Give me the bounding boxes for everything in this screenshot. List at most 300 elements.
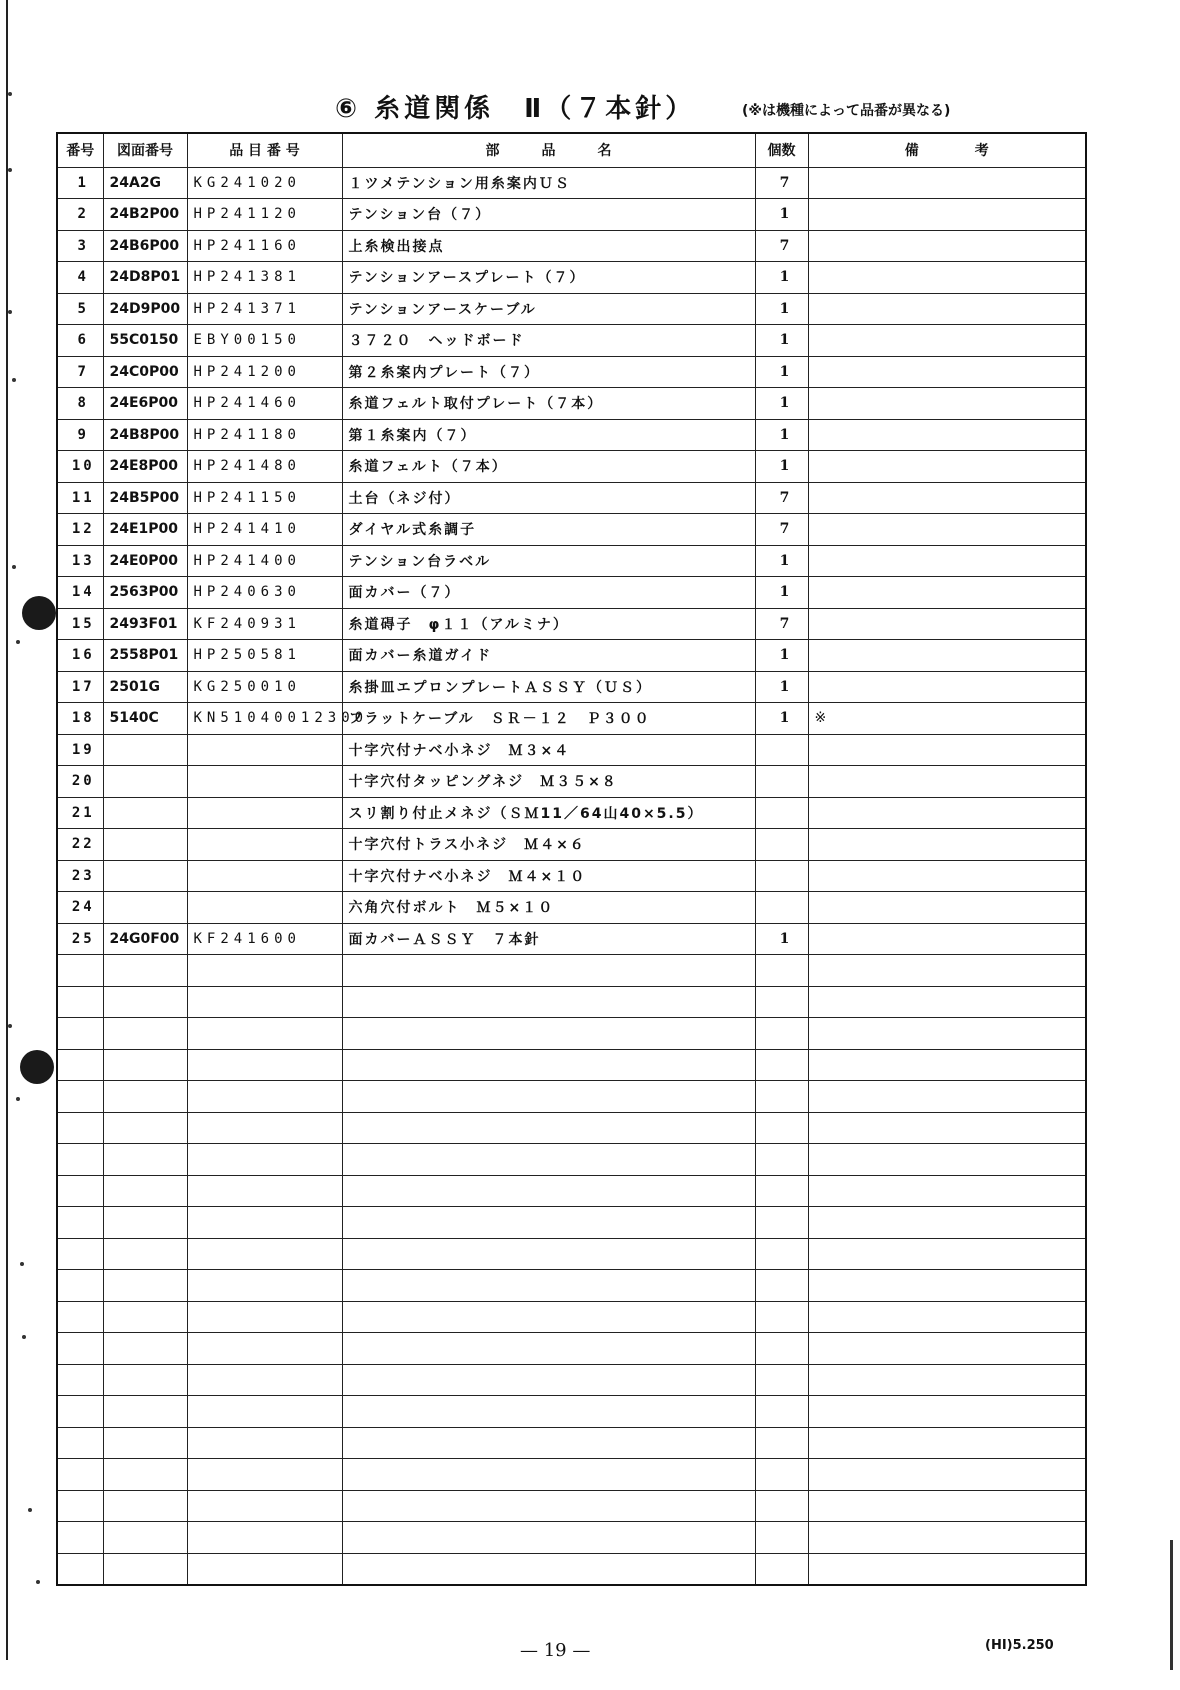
part-name: 糸掛皿エプロンプレートＡＳＳＹ（ＵＳ）	[342, 671, 755, 703]
empty-cell	[57, 1018, 103, 1050]
table-row	[57, 860, 1086, 892]
quantity: 7	[755, 482, 808, 514]
part-number: EBY00150	[187, 325, 342, 357]
header-name: 部 品 名	[342, 133, 755, 167]
row-number: 6	[57, 325, 103, 357]
empty-cell	[187, 1018, 342, 1050]
remarks	[808, 262, 1086, 294]
scan-speck	[8, 1024, 12, 1028]
part-name: 糸道フェルト（７本）	[342, 451, 755, 483]
empty-row	[57, 1270, 1086, 1302]
drawing-number	[103, 829, 187, 861]
empty-cell	[808, 1144, 1086, 1176]
scan-speck	[12, 378, 16, 382]
empty-cell	[57, 1238, 103, 1270]
empty-cell	[342, 1144, 755, 1176]
row-number: 10	[57, 451, 103, 483]
empty-cell	[187, 986, 342, 1018]
table-row	[57, 640, 1086, 672]
quantity	[755, 860, 808, 892]
scan-speck	[28, 1508, 32, 1512]
drawing-number: 24B8P00	[103, 419, 187, 451]
table-header-row	[57, 133, 1086, 167]
remarks	[808, 514, 1086, 546]
empty-cell	[57, 1364, 103, 1396]
quantity: 1	[755, 923, 808, 955]
empty-cell	[755, 1427, 808, 1459]
table-row	[57, 199, 1086, 231]
empty-row	[57, 1301, 1086, 1333]
empty-cell	[755, 1207, 808, 1239]
part-number: HP241410	[187, 514, 342, 546]
quantity: 1	[755, 388, 808, 420]
row-number: 12	[57, 514, 103, 546]
empty-cell	[187, 1459, 342, 1491]
empty-cell	[103, 1364, 187, 1396]
empty-row	[57, 1207, 1086, 1239]
empty-cell	[57, 1144, 103, 1176]
quantity: 1	[755, 703, 808, 735]
empty-cell	[187, 1049, 342, 1081]
empty-cell	[57, 1270, 103, 1302]
row-number: 9	[57, 419, 103, 451]
empty-row	[57, 1238, 1086, 1270]
empty-cell	[103, 1049, 187, 1081]
empty-cell	[187, 1490, 342, 1522]
part-number: HP241160	[187, 230, 342, 262]
drawing-number: 24B6P00	[103, 230, 187, 262]
part-name: 面カバー糸道ガイド	[342, 640, 755, 672]
part-number: HP241460	[187, 388, 342, 420]
remarks	[808, 577, 1086, 609]
punch-hole	[20, 1050, 54, 1084]
row-number: 8	[57, 388, 103, 420]
table-row	[57, 923, 1086, 955]
row-number: 15	[57, 608, 103, 640]
empty-cell	[103, 955, 187, 987]
empty-cell	[808, 1207, 1086, 1239]
empty-cell	[187, 1081, 342, 1113]
part-number	[187, 860, 342, 892]
drawing-number: 24E8P00	[103, 451, 187, 483]
empty-cell	[57, 1049, 103, 1081]
drawing-number	[103, 734, 187, 766]
empty-cell	[342, 1238, 755, 1270]
part-name: 糸道碍子 φ１１（アルミナ）	[342, 608, 755, 640]
table-row	[57, 545, 1086, 577]
quantity: 1	[755, 545, 808, 577]
empty-cell	[342, 1270, 755, 1302]
empty-cell	[103, 1238, 187, 1270]
empty-cell	[755, 1490, 808, 1522]
empty-cell	[808, 1459, 1086, 1491]
empty-cell	[755, 986, 808, 1018]
quantity: 7	[755, 514, 808, 546]
empty-cell	[57, 1490, 103, 1522]
table-row	[57, 325, 1086, 357]
empty-cell	[57, 955, 103, 987]
quantity: 1	[755, 199, 808, 231]
header-part-no: 品 目 番 号	[187, 133, 342, 167]
table-row	[57, 829, 1086, 861]
empty-cell	[187, 1396, 342, 1428]
part-number: HP240630	[187, 577, 342, 609]
empty-cell	[808, 1270, 1086, 1302]
empty-cell	[103, 986, 187, 1018]
parts-table	[56, 132, 1087, 1586]
scan-speck	[8, 310, 12, 314]
table-row	[57, 419, 1086, 451]
empty-cell	[103, 1081, 187, 1113]
quantity: 1	[755, 640, 808, 672]
empty-cell	[187, 1553, 342, 1585]
table-row	[57, 577, 1086, 609]
empty-cell	[187, 1270, 342, 1302]
remarks	[808, 230, 1086, 262]
empty-cell	[57, 1522, 103, 1554]
quantity	[755, 797, 808, 829]
empty-cell	[755, 1144, 808, 1176]
empty-row	[57, 1144, 1086, 1176]
drawing-number: 24A2G	[103, 167, 187, 199]
empty-cell	[342, 1427, 755, 1459]
scan-speck	[16, 640, 20, 644]
empty-cell	[187, 1427, 342, 1459]
remarks	[808, 545, 1086, 577]
part-number: KF241600	[187, 923, 342, 955]
empty-row	[57, 1459, 1086, 1491]
empty-cell	[755, 1553, 808, 1585]
remarks	[808, 419, 1086, 451]
empty-cell	[808, 1522, 1086, 1554]
empty-cell	[808, 1427, 1086, 1459]
empty-cell	[103, 1301, 187, 1333]
part-name: 十字穴付ナベ小ネジ Ｍ４×１０	[342, 860, 755, 892]
drawing-number	[103, 797, 187, 829]
empty-row	[57, 1175, 1086, 1207]
remarks	[808, 829, 1086, 861]
remarks	[808, 923, 1086, 955]
title-note: (※は機種によって品番が異なる)	[742, 103, 951, 119]
table-row	[57, 608, 1086, 640]
table-row	[57, 703, 1086, 735]
left-binding-rule	[6, 0, 8, 1660]
part-name: 糸道フェルト取付プレート（７本）	[342, 388, 755, 420]
quantity: 1	[755, 356, 808, 388]
part-name: ３７２０ ヘッドボード	[342, 325, 755, 357]
part-number	[187, 766, 342, 798]
empty-cell	[755, 1018, 808, 1050]
empty-cell	[342, 1396, 755, 1428]
drawing-number: 24G0F00	[103, 923, 187, 955]
empty-cell	[187, 1207, 342, 1239]
empty-cell	[57, 986, 103, 1018]
empty-cell	[57, 1553, 103, 1585]
empty-cell	[755, 1175, 808, 1207]
quantity: 7	[755, 230, 808, 262]
quantity: 7	[755, 608, 808, 640]
empty-row	[57, 1553, 1086, 1585]
empty-cell	[755, 1522, 808, 1554]
empty-cell	[755, 1459, 808, 1491]
empty-cell	[187, 1522, 342, 1554]
quantity: 1	[755, 671, 808, 703]
empty-cell	[755, 1364, 808, 1396]
part-name: 第１糸案内（７）	[342, 419, 755, 451]
empty-cell	[342, 1112, 755, 1144]
empty-cell	[755, 1270, 808, 1302]
drawing-number: 55C0150	[103, 325, 187, 357]
part-name: 面カバー（７）	[342, 577, 755, 609]
drawing-number	[103, 892, 187, 924]
empty-cell	[187, 1238, 342, 1270]
remarks	[808, 482, 1086, 514]
row-number: 23	[57, 860, 103, 892]
row-number: 14	[57, 577, 103, 609]
empty-cell	[342, 1301, 755, 1333]
empty-cell	[342, 1522, 755, 1554]
empty-cell	[187, 1112, 342, 1144]
quantity	[755, 892, 808, 924]
part-name: 土台（ネジ付）	[342, 482, 755, 514]
quantity: 1	[755, 451, 808, 483]
remarks	[808, 325, 1086, 357]
empty-cell	[342, 1490, 755, 1522]
quantity: 1	[755, 577, 808, 609]
scan-speck	[36, 1580, 40, 1584]
empty-cell	[808, 1333, 1086, 1365]
row-number: 21	[57, 797, 103, 829]
empty-cell	[103, 1396, 187, 1428]
empty-cell	[755, 1081, 808, 1113]
row-number: 20	[57, 766, 103, 798]
empty-cell	[755, 1333, 808, 1365]
drawing-number: 24E0P00	[103, 545, 187, 577]
empty-cell	[342, 1049, 755, 1081]
empty-cell	[57, 1459, 103, 1491]
header-note: 備 考	[808, 133, 1086, 167]
row-number: 16	[57, 640, 103, 672]
empty-cell	[57, 1112, 103, 1144]
empty-row	[57, 1333, 1086, 1365]
remarks	[808, 608, 1086, 640]
empty-cell	[57, 1427, 103, 1459]
row-number: 3	[57, 230, 103, 262]
empty-cell	[755, 1049, 808, 1081]
empty-cell	[103, 1112, 187, 1144]
table-row	[57, 230, 1086, 262]
part-number: HP241120	[187, 199, 342, 231]
part-name: フラットケーブル ＳＲ－１２ Ｐ３００	[342, 703, 755, 735]
empty-cell	[342, 955, 755, 987]
empty-cell	[57, 1301, 103, 1333]
part-number: HP241381	[187, 262, 342, 294]
part-number	[187, 892, 342, 924]
empty-row	[57, 1522, 1086, 1554]
part-number: KF240931	[187, 608, 342, 640]
empty-row	[57, 955, 1086, 987]
remarks	[808, 671, 1086, 703]
empty-cell	[808, 1490, 1086, 1522]
drawing-number: 24D9P00	[103, 293, 187, 325]
remarks	[808, 293, 1086, 325]
empty-cell	[342, 1081, 755, 1113]
empty-cell	[808, 1049, 1086, 1081]
empty-cell	[57, 1207, 103, 1239]
quantity: 1	[755, 293, 808, 325]
scan-speck	[8, 168, 12, 172]
part-number: HP241150	[187, 482, 342, 514]
remarks	[808, 734, 1086, 766]
empty-cell	[808, 1238, 1086, 1270]
row-number: 4	[57, 262, 103, 294]
empty-cell	[342, 986, 755, 1018]
row-number: 18	[57, 703, 103, 735]
drawing-number: 5140C	[103, 703, 187, 735]
header-qty: 個数	[755, 133, 808, 167]
empty-cell	[808, 955, 1086, 987]
remarks	[808, 451, 1086, 483]
table-row	[57, 892, 1086, 924]
empty-cell	[103, 1553, 187, 1585]
part-number: HP241180	[187, 419, 342, 451]
scan-speck	[22, 1335, 26, 1339]
empty-cell	[187, 955, 342, 987]
quantity: 1	[755, 262, 808, 294]
empty-cell	[187, 1333, 342, 1365]
remarks	[808, 356, 1086, 388]
row-number: 5	[57, 293, 103, 325]
empty-cell	[808, 1396, 1086, 1428]
table-row	[57, 797, 1086, 829]
empty-row	[57, 1396, 1086, 1428]
table-row	[57, 766, 1086, 798]
empty-cell	[808, 1301, 1086, 1333]
row-number: 19	[57, 734, 103, 766]
page-title	[0, 88, 1180, 128]
row-number: 1	[57, 167, 103, 199]
empty-cell	[187, 1301, 342, 1333]
drawing-number	[103, 860, 187, 892]
row-number: 7	[57, 356, 103, 388]
scan-speck	[12, 565, 16, 569]
empty-row	[57, 1018, 1086, 1050]
part-number: HP250581	[187, 640, 342, 672]
part-number: HP241371	[187, 293, 342, 325]
drawing-number	[103, 766, 187, 798]
empty-row	[57, 1364, 1086, 1396]
drawing-number: 2563P00	[103, 577, 187, 609]
empty-row	[57, 1081, 1086, 1113]
remarks	[808, 860, 1086, 892]
part-name: 第２糸案内プレート（７）	[342, 356, 755, 388]
part-number: KG241020	[187, 167, 342, 199]
empty-cell	[57, 1175, 103, 1207]
table-row	[57, 451, 1086, 483]
empty-cell	[808, 1553, 1086, 1585]
row-number: 22	[57, 829, 103, 861]
table-body	[57, 167, 1086, 1585]
part-name: 十字穴付トラス小ネジ Ｍ４×６	[342, 829, 755, 861]
part-name: 面カバーＡＳＳＹ ７本針	[342, 923, 755, 955]
table-row	[57, 671, 1086, 703]
empty-cell	[103, 1459, 187, 1491]
empty-cell	[755, 1238, 808, 1270]
empty-row	[57, 1427, 1086, 1459]
empty-cell	[808, 1175, 1086, 1207]
remarks	[808, 167, 1086, 199]
drawing-number: 24C0P00	[103, 356, 187, 388]
quantity	[755, 829, 808, 861]
empty-cell	[808, 1364, 1086, 1396]
empty-cell	[808, 1081, 1086, 1113]
part-name: テンションアースプレート（７）	[342, 262, 755, 294]
empty-cell	[187, 1364, 342, 1396]
row-number: 24	[57, 892, 103, 924]
empty-cell	[103, 1333, 187, 1365]
part-name: 六角穴付ボルト Ｍ５×１０	[342, 892, 755, 924]
row-number: 11	[57, 482, 103, 514]
table-row	[57, 356, 1086, 388]
remarks	[808, 892, 1086, 924]
part-name: 十字穴付タッピングネジ Ｍ３５×８	[342, 766, 755, 798]
header-drawing: 図面番号	[103, 133, 187, 167]
remarks	[808, 640, 1086, 672]
drawing-number: 2493F01	[103, 608, 187, 640]
scan-speck	[20, 1262, 24, 1266]
empty-cell	[342, 1364, 755, 1396]
drawing-number: 2501G	[103, 671, 187, 703]
empty-row	[57, 1490, 1086, 1522]
drawing-number: 24E1P00	[103, 514, 187, 546]
empty-cell	[755, 955, 808, 987]
empty-cell	[103, 1522, 187, 1554]
empty-cell	[187, 1175, 342, 1207]
row-number: 2	[57, 199, 103, 231]
part-number	[187, 734, 342, 766]
quantity: 1	[755, 325, 808, 357]
remarks	[808, 388, 1086, 420]
part-number: HP241480	[187, 451, 342, 483]
punch-hole	[22, 596, 56, 630]
empty-cell	[103, 1144, 187, 1176]
document-code: (HI)5.250	[985, 1638, 1054, 1653]
empty-cell	[808, 1112, 1086, 1144]
empty-cell	[755, 1396, 808, 1428]
part-number: HP241200	[187, 356, 342, 388]
quantity	[755, 766, 808, 798]
empty-cell	[755, 1301, 808, 1333]
quantity: 7	[755, 167, 808, 199]
empty-cell	[342, 1018, 755, 1050]
table-row	[57, 734, 1086, 766]
table-row	[57, 293, 1086, 325]
empty-cell	[57, 1333, 103, 1365]
scan-speck	[16, 1097, 20, 1101]
remarks	[808, 797, 1086, 829]
empty-row	[57, 1049, 1086, 1081]
quantity: 1	[755, 419, 808, 451]
part-name: テンション台（７）	[342, 199, 755, 231]
empty-cell	[808, 1018, 1086, 1050]
empty-cell	[342, 1459, 755, 1491]
part-number	[187, 829, 342, 861]
part-name: テンションアースケーブル	[342, 293, 755, 325]
empty-cell	[103, 1207, 187, 1239]
part-number: KG250010	[187, 671, 342, 703]
drawing-number: 24B5P00	[103, 482, 187, 514]
drawing-number: 24D8P01	[103, 262, 187, 294]
